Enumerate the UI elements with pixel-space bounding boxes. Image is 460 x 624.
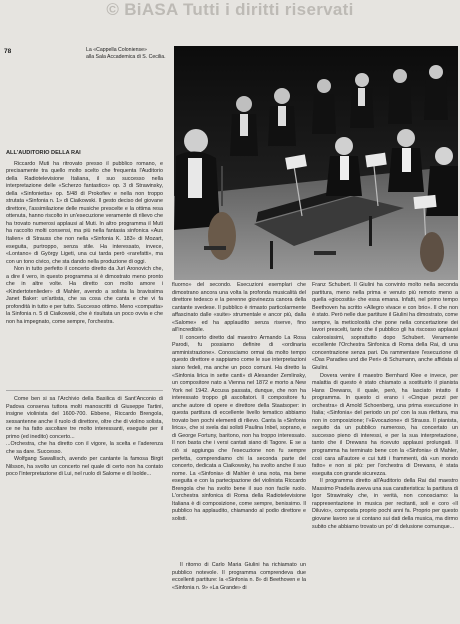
- page-number: 78: [4, 48, 12, 55]
- article-tartini-continuation: [6, 396, 163, 479]
- photo-caption: [86, 47, 174, 61]
- article-middle-column: [172, 282, 306, 524]
- column-divider: [6, 390, 163, 391]
- article-paragraph: Franz Schubert. Il Giulini ha convinto molto nella seconda partitura, meno nella prima e venuto più remoto meno a quella «giocosità» che essa emana. Infatti, nel primo tempo Beethoven ha scritto «Allegro vivace e con brio». Il che non è stato. Però nelle due partiture il Giulini ha dimostrato, come sempre, la meticolosità che pone nella concertazione dei lavori prescelti, tanto che il pubblico gli ha riscosso applausi calorosissimi, soprattutto dopo Schubert. Veramente eccellente l'Orchestra Sinfonica di Roma della Rai, di una concentrazione senza pari. Da rammentare l'esecuzione di «Das Paradies und die Peri» di Schumann, anche affidata al Giulini.: [312, 282, 458, 372]
- article-paragraph: Il ritorno di Carlo Maria Giulini ha richiamato un pubblico notevole. Il programma comprendeva due eccellenti partiture: la «Sinfonia n. 8» di Beethoven e la «Sinfonia n. 9» «La Grande» di: [172, 562, 306, 591]
- article-paragraph: fluorno» del secondo. Esecuzioni esemplari che dimostrano ancora una volta la profonda musicalità del direttore tedesco e la perenne giovinezza canora della cantante svedese. Il pubblico è rimasto particolarmente affascinato dalle «suite» strumentale e ancor più, dalla «Salome» ed ha applaudito senza riserve, fino all'incredibile.: [172, 282, 306, 334]
- article-paragraph: Il programma diretto all'Auditorio della Rai dal maestro Massimo Pradella aveva una sua caratteristica: la partitura di Igor Strawinsky che, in verità, non conosciamo: la rappresentazione in musica per recitanti, soli e coro «Il Diluvio», composta proprio pochi anni fa. Proprio per questo giovane lavoro se si contano sui dati della musica, ma dirmo subito che abbiamo trovato un po' di delusione comunque...: [312, 478, 458, 530]
- orchestra-photo: [174, 46, 458, 280]
- article-paragraph: ...Orchestra, che ha diretto con il vigore, la scelta e l'aderenza che sa dare. Successo.: [6, 441, 163, 455]
- orchestra-photo-drawing: [174, 46, 458, 280]
- article-paragraph: Dovera venire il maestro Bernhard Klee e invece, per malattia di questo è stato chiamato a sostituirlo il pianista Hans Drewans, il quale, però, ha lasciato intatto il programma. In questo ci erano i «Cinque pezzi per orchestra» di Arnold Schoenberg, una prima esecuzione in Italia; «Sinfonia» del periodo un po' con la sua rilettura, ma non in composizione; l'«Evocazione» di Strauss. Il pianista, seguito da un pubblico numeroso, ha concertato un successo pieno di interessi, e per la sua interpretazione, tanto che il Drewans ha ricevuto applausi prolungati. Il programma ha terminato bene con la «Sinfonia» di Mahler, così cara all'autore e cui tutti i frammenti, dà «un mondo fatto» e non si più: per l'orchestra di Drewans, è stata eseguita con grande sicurezza.: [312, 372, 458, 477]
- article-paragraph: Come ben si sa l'Archivio della Basilica di Sant'Anconio di Padova conserva tuttora molti manoscritti di Giuseppe Tartini, insigne violinista del 1600-700. Ebbene, Riccardo Brengola, sessantenne anche il ruolo di direttore, oltre che di violino solista, ce ne ha fatto ascoltare tre molto interessanti, eseguite per il primo (ed inedito) concerto...: [6, 396, 163, 440]
- article-paragraph: Wolfgang Sawallisch, avendo per cantante la famosa Birgit Nilsson, ha svolto un concerto nel quale di certo non ha contato poco l'interpretazione di Lui, nel ruolo di Salome e di Isolde...: [6, 456, 163, 478]
- article-auditorio-rai: [6, 150, 163, 327]
- article-paragraph: Il concerto diretto dal maestro Armando La Rosa Parodi, fu possiamo definire di «ordinaria amministrazione». Conosciamo ormai da molto tempo questo direttore e sappiamo come le sue interpretazioni siano fedeli, ma anche un poco comuni. Ha diretto la «Sinfonia lirica in sette canti» di Alexander Zemlinsky, un compositore nato a Vienna nel 1872 e morto a New York nel 1942. Accusa passata, dunque, che non ha interessato troppo gli ascoltatori. Il compositore fu anche autore di opere e direttore della Staatsoper: in questa partitura di eccellente livello tematico abbiamo trovato ben pochi elementi di rilievo. Canta la «Sinfonia lirica», che si svela dai solisti Paulina Inbel, soprano, e di George Fortuny, baritono, non ha troppo interessato. Il non basta che i versi cantati siano di Tagore. E se a ciò si aggiunga che l'esecuzione non fu sempre perfetta, comprendiamo chi la seconda parte del concerto, dedicata a Ciaikowsky, ha svolto anche il suo nome. La «Sinfonia» di Mahler è una nota, ma bene eseguita e con la partecipazione del violinista Riccardo Brengola che ha svolto bene il suo non facile ruolo. L'orchestra sinfonica di Roma della Radiotelevisione Italiana è di composizione, come sempre, benissimo. Il pubblico ha applaudito, chiamando al podio direttore e solisti.: [172, 334, 306, 522]
- article-right-column: [312, 282, 458, 531]
- article-giulini-intro: [172, 562, 306, 592]
- article-paragraph: Non in tutto perfetto il concerto diretto da Jurì Aronovich che, a dire il vero, in questo programma si è dimostrato meno pronto che in altre volte. Ha diretto con molto amore i «Kindertotenlieder» di Mahler, avendo a solista la bravissima Janet Baker: un'artista, che sa cosa che canta e che vi fa profondità in tutto e per tutto. Successo ottimo. Meno «compatta» la Sinfonia n. 5 di Ciaikowski, che è risultata un poco ovvia e che non ha impegnato, come sempre, l'orchestra.: [6, 266, 163, 326]
- watermark-text: © BiASA Tutti i diritti riservati: [106, 0, 354, 19]
- article-paragraph: Riccardo Muti ha ritrovato presso il pubblico romano, e precisamente tra quello molto scelto che frequenta l'Auditorio della Radiotelevisione Italiana, il suo successo nella interpretazione delle «Scherzo fantastico» op. 3 di Strawinsky, della «Sinfonietta» op. 5/48 di Prokofiev e nella non troppo strutata «Sinfonia n. 1» di Ciaikowski. Il gesto deciso del giovane direttore, l'assimilazione delle musiche prescelte e la ottima resa ottenuta, hanno riscolto in un'esecuzione veramente di rilievo che ha trovato numerosi applausi al Muti. In altro programma il Muti ha raccolto molti consensi, ma più nella fantasia sinfonica «Aus Italien» di Strauss che non nella «Sinfonia K. 183» di Mozart, eseguita, purtroppo, senza stile. Ha interessato, invece, «Lontano» di György Ligeti, una cui tarda però «rarefatti», ma con un tono civico, che sta dando nella produzione di oggi.: [6, 160, 163, 265]
- photo-caption-line2: alla Sala Accademica di S. Cecilia.: [86, 54, 166, 60]
- article-heading: ALL'AUDITORIO DELLA RAI: [6, 150, 81, 156]
- photo-caption-line1: La «Cappella Coloniense»: [86, 47, 147, 53]
